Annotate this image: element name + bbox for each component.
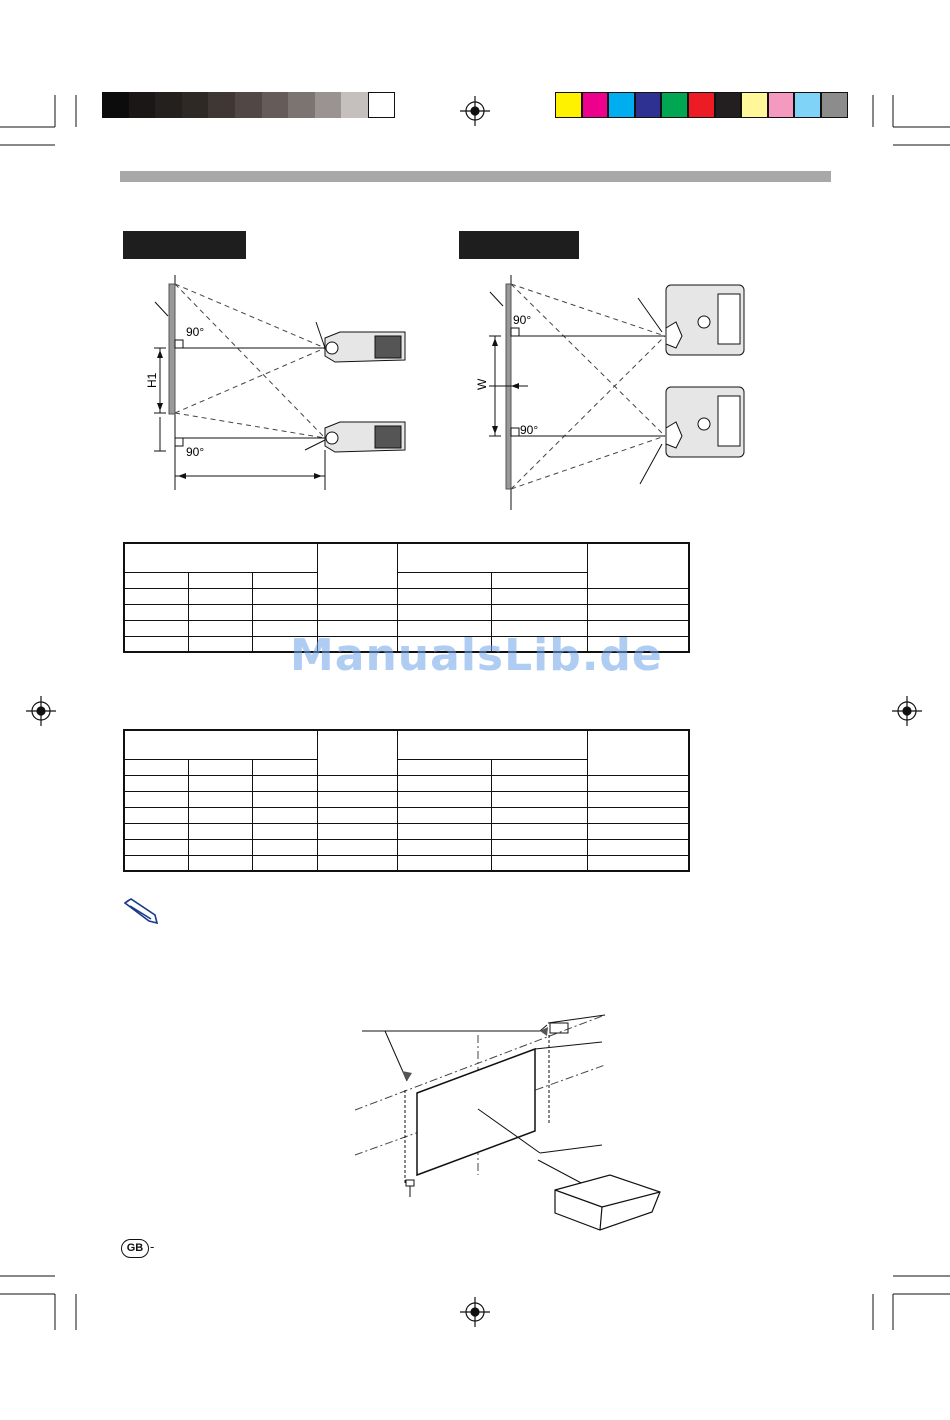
vertical-shift-diagram [120, 270, 420, 495]
table-subheader-cell [188, 572, 252, 588]
table-subheader-cell [252, 572, 317, 588]
angle-label-bottom: 90° [186, 445, 205, 459]
angle-label-bottom: 90° [520, 423, 539, 437]
table-header-cell [318, 730, 398, 775]
table-header-cell [398, 730, 588, 759]
color-swatch [608, 92, 635, 118]
figure-label-box-right [459, 231, 579, 259]
dimension-label-w: W [475, 378, 489, 390]
table-row [124, 823, 689, 839]
gray-swatch [208, 92, 235, 118]
angle-label-top: 90° [186, 325, 205, 339]
table-row [124, 807, 689, 823]
color-swatch [555, 92, 582, 118]
section-header-bar [120, 171, 831, 182]
table-subheader-cell [252, 759, 317, 775]
page-number-dash: - [150, 1239, 155, 1254]
gray-swatch [235, 92, 262, 118]
table-row [124, 839, 689, 855]
table-header-cell [318, 543, 398, 588]
gray-swatch [368, 92, 395, 118]
table-header-cell [588, 730, 689, 775]
table-subheader-cell [188, 759, 252, 775]
dimension-label-h1: H1 [145, 372, 159, 388]
table-row [124, 604, 689, 620]
table-row [124, 791, 689, 807]
table-subheader-cell [398, 759, 491, 775]
watermark: ManualsLib.de [290, 630, 663, 681]
color-swatch [821, 92, 848, 118]
table-header-cell [398, 543, 588, 572]
color-swatch [661, 92, 688, 118]
gray-swatch [102, 92, 129, 118]
region-badge: GB [121, 1239, 149, 1258]
projection-perspective-diagram [350, 1005, 670, 1240]
gray-swatch [129, 92, 156, 118]
color-swatch [688, 92, 715, 118]
table-subheader-cell [124, 759, 188, 775]
gray-swatch [341, 92, 368, 118]
gray-swatch [315, 92, 342, 118]
table-subheader-cell [491, 759, 587, 775]
throw-table-2 [123, 729, 690, 872]
table-header-cell [124, 730, 318, 759]
color-swatch [794, 92, 821, 118]
gray-swatch [155, 92, 182, 118]
color-swatch [635, 92, 662, 118]
note-pencil-icon [121, 897, 161, 927]
color-swatch [741, 92, 768, 118]
gray-swatch [182, 92, 209, 118]
table-subheader-cell [398, 572, 491, 588]
color-swatch [768, 92, 795, 118]
figure-label-box-left [123, 231, 246, 259]
table-row [124, 588, 689, 604]
horizontal-shift-diagram [470, 270, 760, 515]
table-header-cell [124, 543, 318, 572]
angle-label-top: 90° [513, 313, 532, 327]
gray-swatch [262, 92, 289, 118]
table-row [124, 775, 689, 791]
color-swatch [715, 92, 742, 118]
table-header-cell [588, 543, 689, 588]
gray-swatch [288, 92, 315, 118]
color-swatch [582, 92, 609, 118]
table-subheader-cell [124, 572, 188, 588]
table-row [124, 855, 689, 871]
table-subheader-cell [491, 572, 587, 588]
